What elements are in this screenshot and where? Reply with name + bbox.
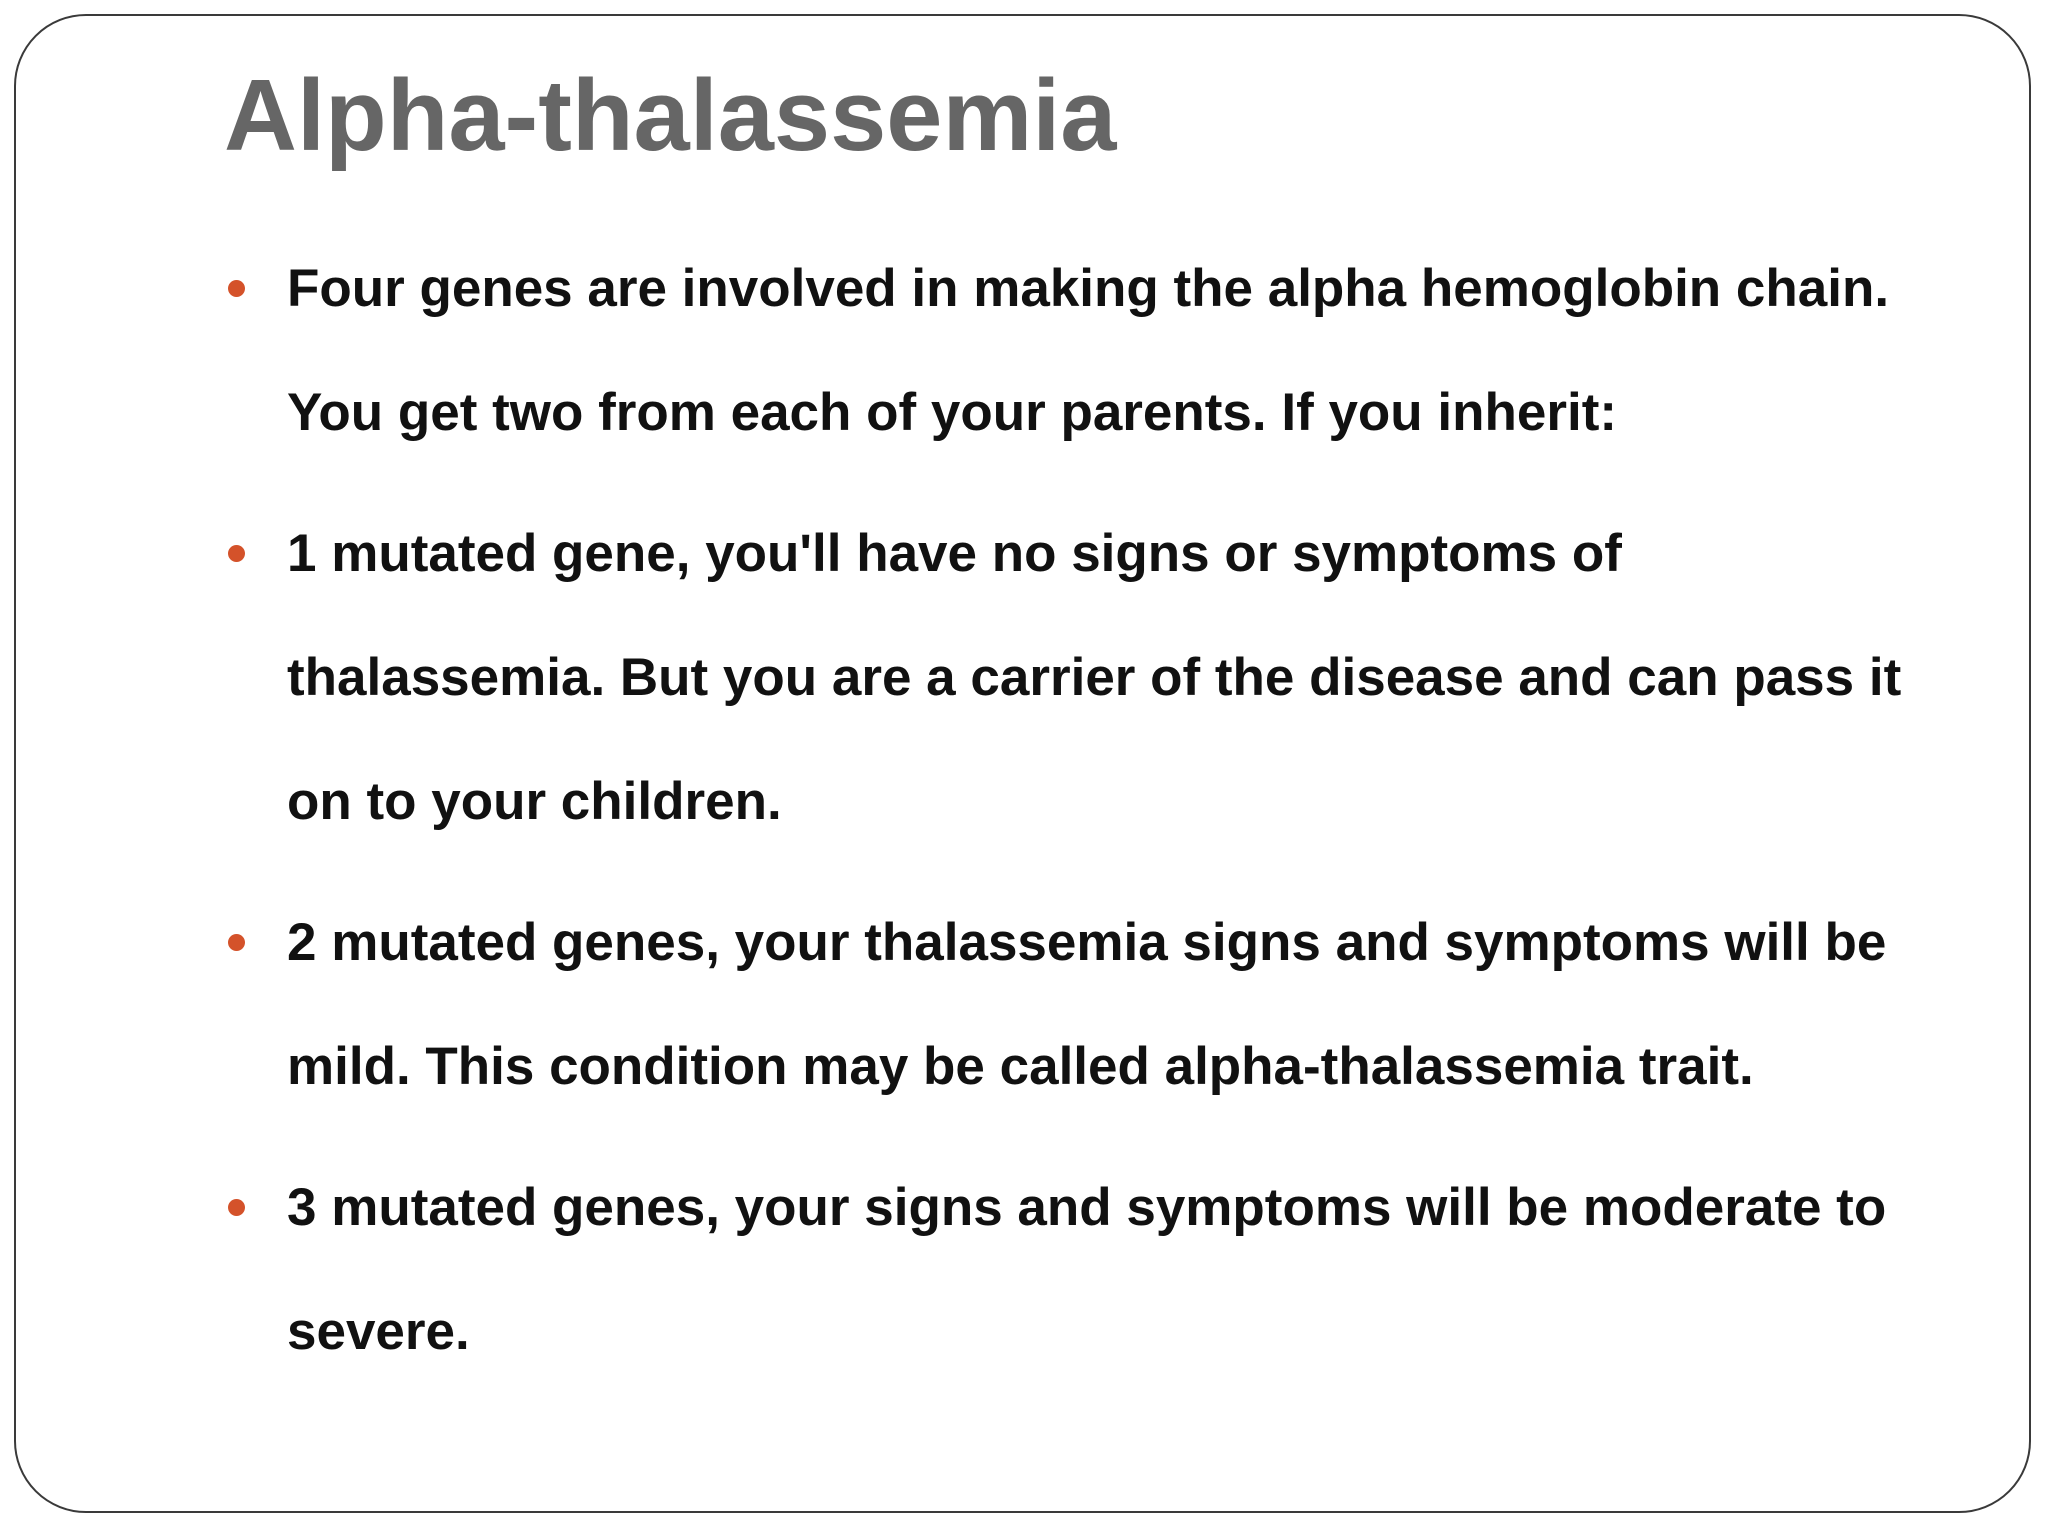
bullet-item	[224, 881, 1934, 1129]
bullet-text: 3 mutated genes, your signs and symptoms will be moderate to severe.	[287, 1178, 1887, 1361]
bullet-text: Four genes are involved in making the alpha hemoglobin chain. You get two from each of your parents. If you inherit:	[287, 259, 1890, 442]
bullet-item	[224, 492, 1934, 864]
bullet-dot-icon	[228, 1199, 245, 1216]
bullet-dot-icon	[228, 280, 245, 297]
bullet-text: 2 mutated genes, your thalassemia signs and symptoms will be mild. This condition may be called alpha-thalassemia trait.	[287, 913, 1887, 1096]
slide-title: Alpha-thalassemia	[224, 60, 1117, 172]
bullet-text: 1 mutated gene, you'll have no signs or symptoms of thalassemia. But you are a carrier of the disease and can pass it on to your children.	[287, 524, 1902, 831]
bullet-item	[224, 1146, 1934, 1394]
bullet-item	[224, 227, 1934, 475]
bullet-list	[224, 227, 1934, 1411]
bullet-dot-icon	[228, 545, 245, 562]
bullet-dot-icon	[228, 934, 245, 951]
